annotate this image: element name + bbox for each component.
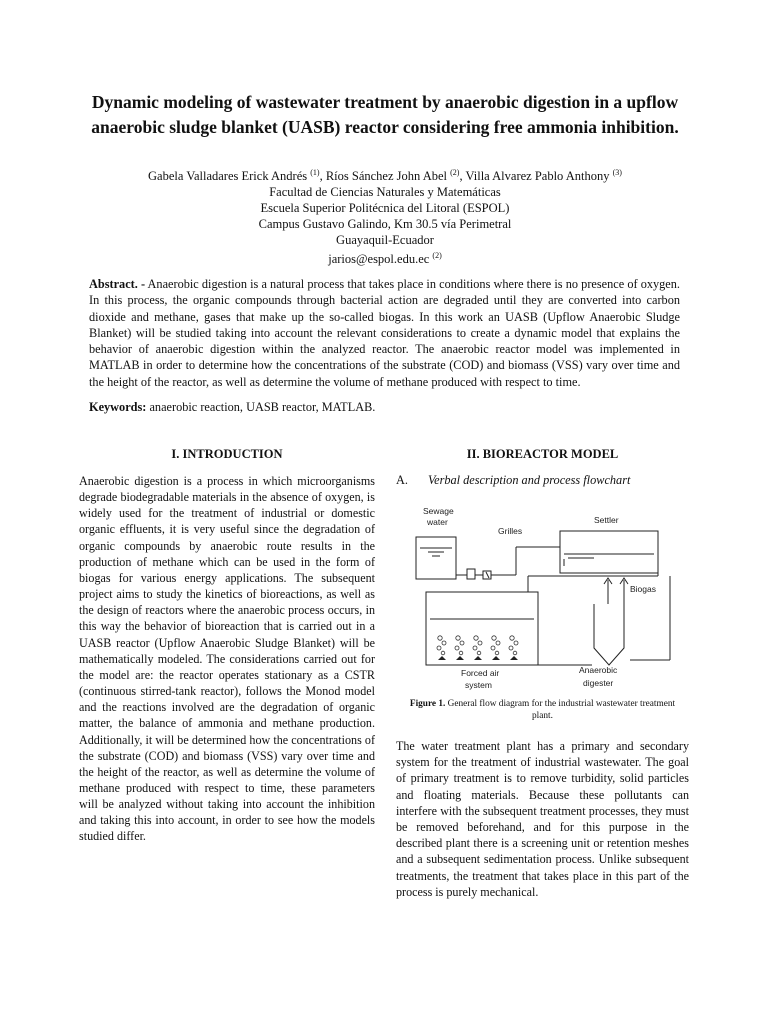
anaerobic-digester: [594, 604, 624, 665]
abstract-text: Anaerobic digestion is a natural process that takes place in conditions where there is no presence of oxygen. In this process, the organic compounds through bacterial action are degraded until they are converted into carbon dioxide and methane, gases that make up the so-called biogas. In this work an UASB (Upflow Anaerobic Sludge Blanket) will be studied taking into account the relevant considerations to create a dynamic model that explains the behavior of anaerobic digestion within the analyzed reactor. The anaerobic reactor model was implemented in MATLAB in order to determine how the concentrations of the substrate (COD) and biomass (VSS) vary over time and the height of the reactor, as well as determine the volume of methane produced with respect to time.: [89, 277, 680, 389]
aeration-tank: [426, 592, 538, 665]
figure-caption: [400, 699, 685, 722]
air-bubbles: [437, 636, 518, 655]
author-marker: (2): [450, 168, 460, 177]
paper-title: Dynamic modeling of wastewater treatment by anaerobic digestion in a upflow anaerobic sludge blanket (UASB) reactor considering free ammonia inhibition.: [91, 92, 679, 137]
bioreactor-model-text: The water treatment plant has a primary and secondary system for the treatment of industrial wastewater. The goal of primary treatment is to remove turbidity, solid particles and floating materials. Because these pollutants can interfere with the subsequent treatment processes, they must be removed beforehand, and for this purpose in the described plant there is a screening unit or retention meshes and a subsequent sedimentation process. Unlike subsequent treatments, the treatment that takes place in this part of the process is purely mechanical.: [396, 739, 689, 899]
settler-tank: [560, 531, 658, 573]
author-block: [90, 165, 680, 267]
abstract-label: Abstract. -: [89, 277, 146, 291]
author-name: , Ríos Sánchez John Abel: [319, 169, 451, 184]
subsection-heading: [396, 473, 630, 488]
introduction-text: Anaerobic digestion is a process in which microorganisms degrade biodegradable materials in the absence of oxygen, is widely used for the treatment of industrial or domestic organic effluents, it is very useful since the degradation of organic compounds by anaerobic route results in the production of methane which can be used in the form of biogas for various energy applications. The subsequent project aims to study the kinetics of bioreactions, as well as the design of reactors where the anaerobic process occurs, in this way the behavior of bioreaction that is carried out in a UASB reactor (Upflow Anaerobic Sludge Blanket) will be mathematically modeled. The considerations carried out for the model are: the reactor operates stationary as a CSTR (continuous stirred-tank reactor), follows the Monod model and the reactions involved are the degradation of organic matter, the balance of ammonia and methane production. Additionally, it will be determined how the concentrations of the substrate (COD) and biomass (VSS) vary over time and the height of the reactor, as well as determine the volume of methane produced with respect to time, these parameters will be analyzed without taking into account the inhibition and taking this into account, in order to see how the models studied differ.: [79, 474, 375, 844]
author-name: , Villa Alvarez Pablo Anthony: [459, 169, 613, 184]
keywords-label: Keywords:: [89, 400, 147, 414]
label-anaerobic: Anaerobic: [579, 665, 618, 675]
email-line: [90, 248, 680, 267]
label-biogas: Biogas: [630, 584, 656, 594]
subsection-letter: A.: [396, 473, 408, 487]
author-marker: (1): [310, 168, 320, 177]
process-flow-diagram: [398, 500, 683, 695]
figure-caption-text: General flow diagram for the industrial wastewater treatment plant.: [445, 699, 676, 721]
affiliation-line: Campus Gustavo Galindo, Km 30.5 vía Perimetral: [258, 217, 512, 232]
author-name: Gabela Valladares Erick Andrés: [148, 169, 311, 184]
keywords: [89, 399, 680, 415]
section-heading-bioreactor-model: II. BIOREACTOR MODEL: [466, 447, 619, 461]
keywords-text: anaerobic reaction, UASB reactor, MATLAB.: [146, 400, 376, 414]
label-digester: digester: [583, 678, 614, 688]
affiliation-line: Guayaquil-Ecuador: [336, 233, 434, 248]
subsection-title: Verbal description and process flowchart: [427, 473, 631, 487]
author-line: [90, 165, 680, 184]
section-heading-introduction: I. INTRODUCTION: [171, 447, 283, 461]
label-grilles: Grilles: [498, 526, 523, 536]
diffusers: [438, 656, 518, 660]
affiliation-line: Escuela Superior Politécnica del Litoral (ESPOL): [260, 201, 510, 216]
author-marker: (3): [612, 168, 622, 177]
email-marker: (2): [432, 251, 442, 261]
abstract: [89, 276, 680, 390]
label-system: system: [465, 680, 492, 690]
label-water: water: [427, 517, 448, 527]
sewage-tank: [416, 537, 456, 579]
pump-icon: [467, 569, 475, 579]
affiliation-line: Facultad de Ciencias Naturales y Matemáticas: [269, 185, 501, 200]
label-sewage: Sewage: [423, 506, 454, 516]
label-settler: Settler: [594, 515, 619, 525]
figure-caption-label: Figure 1.: [409, 699, 446, 709]
email: jarios@espol.edu.ec: [328, 252, 433, 267]
label-forced-air: Forced air: [461, 668, 500, 678]
